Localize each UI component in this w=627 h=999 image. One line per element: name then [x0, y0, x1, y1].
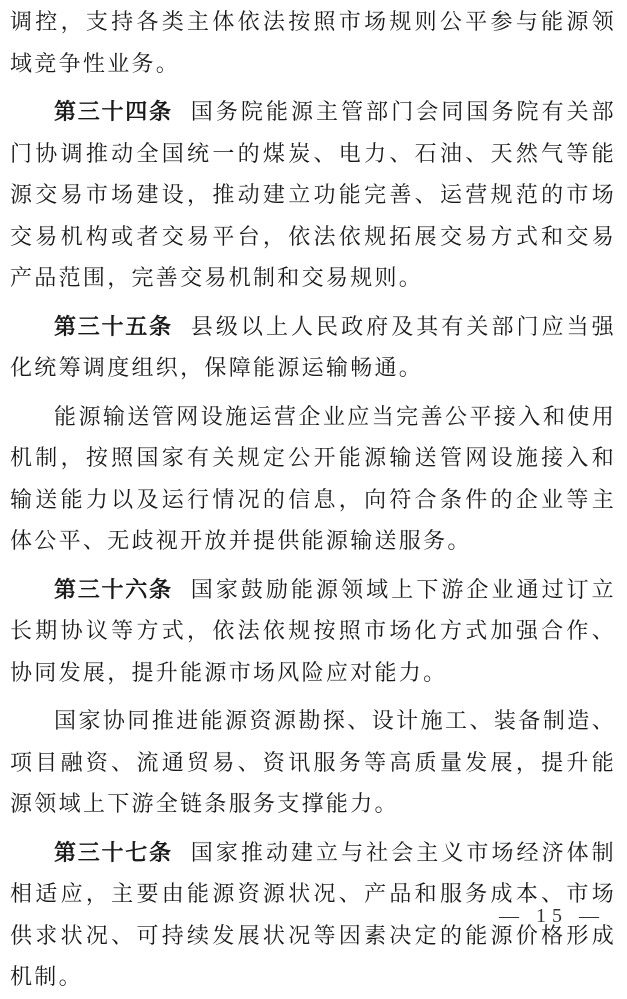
paragraph-text: 国务院能源主管部门会同国务院有关部门协调推动全国统一的煤炭、电力、石油、天然气等能源交易市场建设，推动建立功能完善、运营规范的市场交易机构或者交易平台，依法依规拓展交易方式和交易产品范围，完善交易机制和交易规则。	[10, 100, 616, 291]
paragraph-text: 县级以上人民政府及其有关部门应当强化统筹调度组织，保障能源运输畅通。	[10, 314, 616, 381]
page-number: — 15 —	[499, 905, 605, 927]
document-page	[10, 0, 616, 999]
paragraph-article-36	[10, 570, 616, 695]
paragraph-continuation	[10, 2, 616, 85]
article-heading: 第三十四条	[54, 100, 173, 125]
paragraph-article-34	[10, 92, 616, 300]
paragraph-text: 国家协同推进能源资源勘探、设计施工、装备制造、项目融资、流通贸易、资讯服务等高质量发展，提升能源领域上下游全链条服务支撑能力。	[10, 709, 616, 817]
article-heading: 第三十七条	[54, 840, 173, 866]
article-heading: 第三十五条	[54, 314, 173, 340]
paragraph-text: 国家鼓励能源领域上下游企业通过订立长期协议等方式，依法依规按照市场化方式加强合作、协同发展，提升能源市场风险应对能力。	[10, 577, 616, 686]
article-heading: 第三十六条	[54, 577, 173, 603]
paragraph-article-35	[10, 307, 616, 390]
paragraph-text: 能源输送管网设施运营企业应当完善公平接入和使用机制，按照国家有关规定公开能源输送管网设施接入和输送能力以及运行情况的信息，向符合条件的企业等主体公平、无歧视开放并提供能源输送服务。	[10, 404, 616, 554]
paragraph-article-35-part-2	[10, 397, 616, 563]
paragraph-article-36-part-2	[10, 701, 616, 826]
paragraph-text: 调控，支持各类主体依法按照市场规则公平参与能源领域竞争性业务。	[10, 10, 616, 77]
paragraph-text: 国家推动建立与社会主义市场经济体制相适应，主要由能源资源状况、产品和服务成本、市场供求状况、可持续发展状况等因素决定的能源价格形成机制。	[10, 840, 616, 990]
